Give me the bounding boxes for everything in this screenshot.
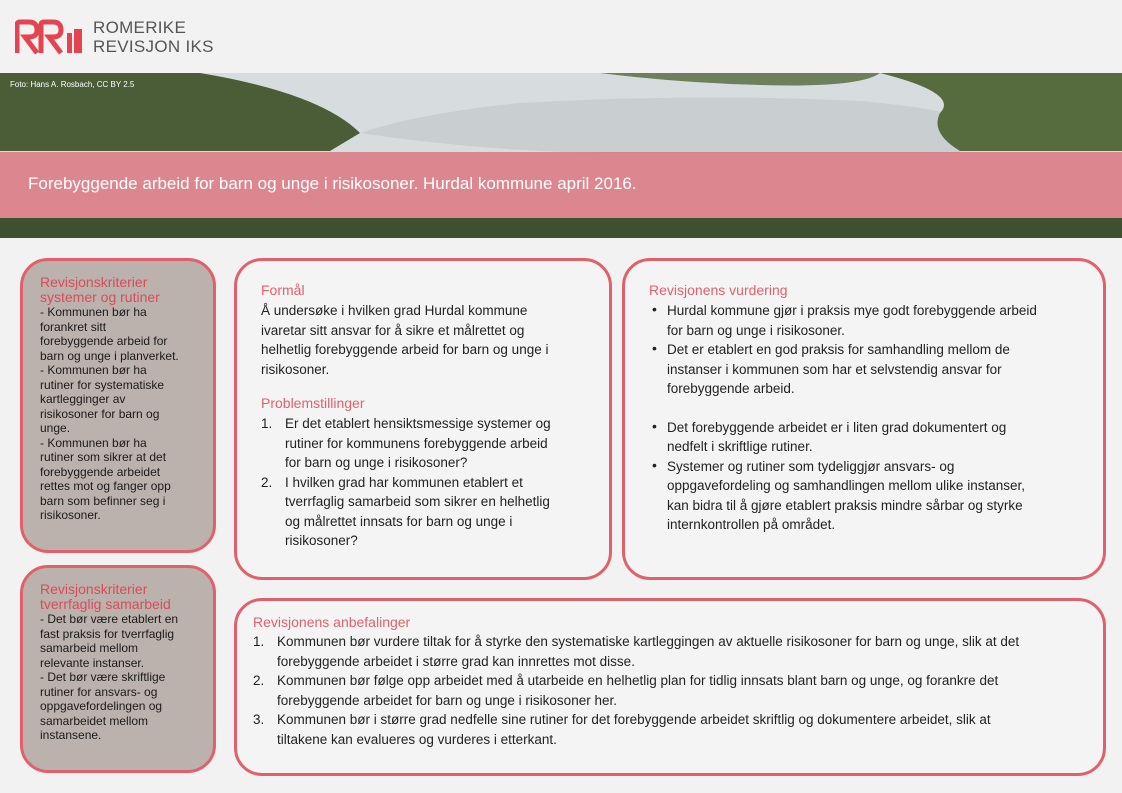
problem-item: 1. Er det etablert hensiktsmessige systemer og rutiner for kommunens forebyggende arbeid for barn og unge i risikosoner?	[261, 416, 551, 470]
recommendation-item: 1. Kommunen bør vurdere tiltak for å styrke den systematiske kartleggingen av aktuelle risikosoner for barn og unge, slik at det forebyggende arbeidet i større grad kan innrettes mot disse.	[253, 634, 1020, 669]
assessment-list	[649, 301, 1103, 535]
purpose-card	[234, 258, 612, 580]
problems-heading: Problemstillinger	[261, 395, 365, 411]
logo	[15, 18, 214, 56]
logo-line-2: REVISJON IKS	[93, 37, 214, 56]
logo-line-1: ROMERIKE	[93, 18, 187, 37]
recommendations-heading: Revisjonens anbefalinger	[253, 614, 411, 630]
criteria-cooperation-text: - Det bør være etablert en fast praksis for tverrfaglig samarbeid mellom relevante instanser. - Det bør være skriftlige rutiner for ansvars- og oppgavefordelingen og samarbeidet mellom instansene.	[40, 612, 179, 742]
photo-credit: Foto: Hans A. Rosbach, CC BY 2.5	[10, 80, 135, 89]
assessment-item: • Det er etablert en god praksis for samhandling mellom de instanser i kommunen som har et selvstendig ansvar for forebyggende arbeid.	[652, 340, 1010, 396]
recommendation-item: 3. Kommunen bør i større grad nedfelle sine rutiner for det forebyggende arbeidet skriftlig og dokumentere arbeidet, slik at tiltakene kan evalueres og vurderes i etterkant.	[253, 712, 991, 747]
assessment-card	[622, 258, 1106, 580]
assessment-item: • Systemer og rutiner som tydeliggjør ansvars- og oppgavefordeling og samhandlingen mellom ulike instanser, kan bidra til å gjøre etablert praksis mindre sårbar og styrke internkontrollen på området.	[652, 456, 1025, 532]
purpose-text: Å undersøke i hvilken grad Hurdal kommune ivaretar sitt ansvar for å sikre et målrettet og helhetlig forebyggende arbeid for barn og unge i risikosoner.	[261, 303, 549, 377]
criteria-systems-title: Revisjonskriterier systemer og rutiner	[40, 274, 160, 305]
assessment-item: • Det forebyggende arbeidet er i liten grad dokumentert og nedfelt i skriftlige rutiner.	[652, 417, 1007, 454]
page-title: Forebyggende arbeid for barn og unge i risikosoner. Hurdal kommune april 2016.	[28, 174, 637, 193]
criteria-systems-text: - Kommunen bør ha forankret sitt forebyggende arbeid for barn og unge i planverket. - Kommunen bør ha rutiner for systematiske kartlegginger av risikosoner for barn og unge. - Kommunen bør ha rutiner som sikrer at det forebyggende arbeidet rettes mot og fanger opp barn som befinner seg i risikosoner.	[40, 305, 179, 522]
assessment-item: • Hurdal kommune gjør i praksis mye godt forebyggende arbeid for barn og unge i risikosoner.	[652, 301, 1037, 338]
recommendations-list	[253, 632, 1103, 749]
assessment-heading: Revisjonens vurdering	[649, 282, 788, 298]
recommendations-card	[234, 598, 1106, 776]
criteria-systems-card	[20, 258, 216, 553]
criteria-cooperation-card	[20, 565, 216, 773]
problems-list	[261, 414, 609, 551]
banner-photo	[0, 73, 1122, 238]
rri-logo-mark	[15, 19, 83, 55]
title-band	[0, 152, 1122, 218]
criteria-cooperation-title: Revisjonskriterier tverrfaglig samarbeid	[40, 581, 171, 612]
recommendation-item: 2. Kommunen bør følge opp arbeidet med å utarbeide en helhetlig plan for tidlig innsats blant barn og unge, og forankre det forebyggende arbeidet for barn og unge i risikosoner her.	[253, 673, 999, 708]
purpose-heading: Formål	[261, 282, 305, 298]
problem-item: 2. I hvilken grad har kommunen etablert et tverrfaglig samarbeid som sikrer en helhetlig og målrettet innsats for barn og unge i risikosoner?	[261, 474, 550, 548]
